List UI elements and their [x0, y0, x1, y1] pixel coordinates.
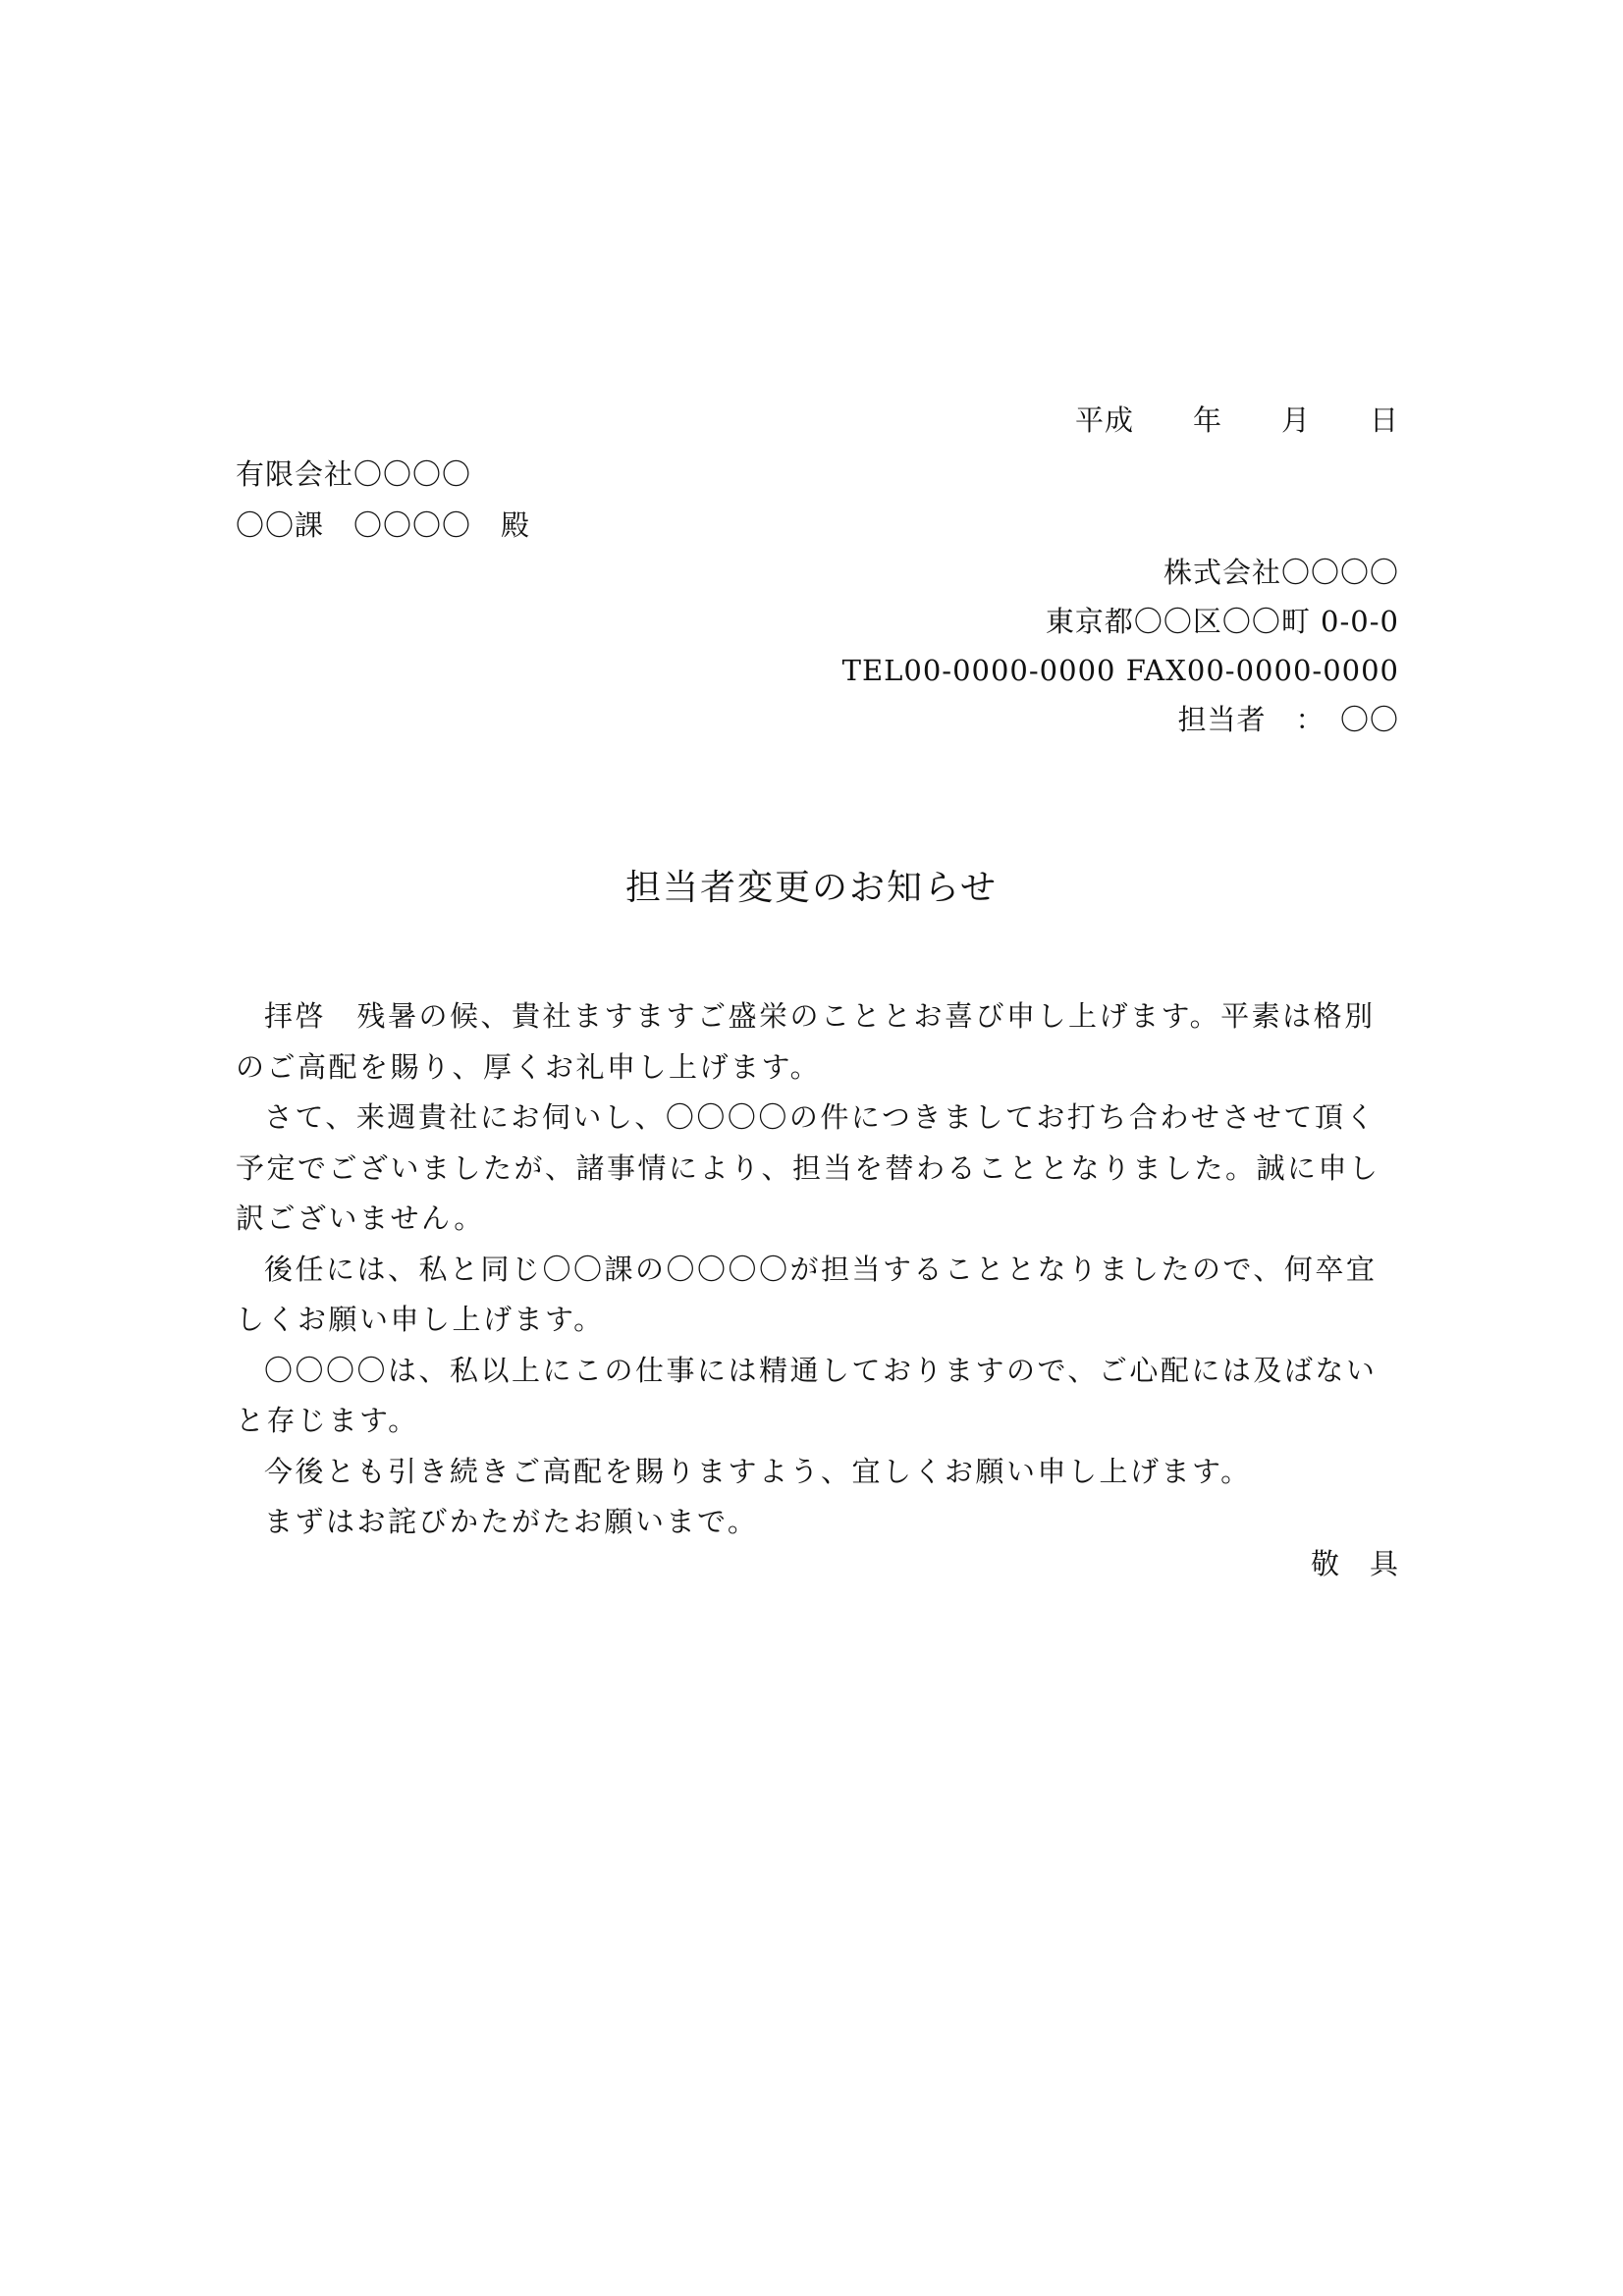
date-era: 平成 — [1074, 403, 1134, 437]
letter-title: 担当者変更のお知らせ — [625, 868, 998, 908]
recipient-company: 有限会社〇〇〇〇 — [236, 457, 472, 491]
sender-person: 担当者 ： 〇〇 — [1177, 703, 1399, 736]
date-day: 日 — [1369, 403, 1399, 437]
recipient-person: 〇〇課 〇〇〇〇 殿 — [236, 508, 531, 542]
body-paragraph: さて、来週貴社にお伺いし、〇〇〇〇の件につきましてお打ち合わせさせて頂く予定でございましたが、諸事情により、担当を替わることとなりました。誠に申し訳ございません。 — [236, 1100, 1380, 1235]
body-paragraph: 〇〇〇〇は、私以上にこの仕事には精通しておりますので、ご心配には及ばないと存じます。 — [236, 1353, 1378, 1437]
sender-company: 株式会社〇〇〇〇 — [1163, 556, 1399, 589]
body-paragraph: 後任には、私と同じ〇〇課の〇〇〇〇が担当することとなりましたので、何卒宜しくお願い申し上げます。 — [236, 1252, 1378, 1336]
body-paragraph: まずはお詫びかたがたお願いまで。 — [264, 1505, 759, 1538]
closing: 敬 具 — [1310, 1547, 1399, 1580]
date-line — [1075, 400, 1399, 440]
body-paragraph: 今後とも引き続きご高配を賜りますよう、宜しくお願い申し上げます。 — [264, 1454, 1252, 1488]
body-paragraph: 拝啓 残暑の候、貴社ますますご盛栄のこととお喜び申し上げます。平素は格別のご高配を賜り、厚くお礼申し上げます。 — [236, 999, 1376, 1084]
letter-body — [236, 991, 1404, 1548]
date-year: 年 — [1192, 403, 1222, 437]
sender-contact: TEL00-0000-0000 FAX00-0000-0000 — [841, 654, 1399, 687]
sender-address: 東京都〇〇区〇〇町 0-0-0 — [1045, 605, 1399, 638]
date-month: 月 — [1280, 403, 1311, 437]
